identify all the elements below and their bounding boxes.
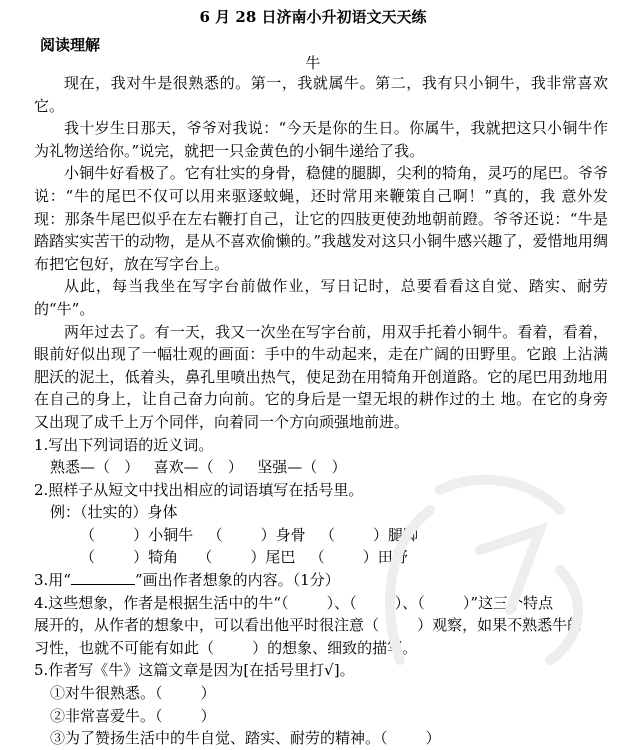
question-5-option-1: ①对牛很熟悉。（ ） (50, 684, 216, 703)
question-3 (34, 569, 608, 592)
section-heading: 阅读理解 (40, 36, 101, 54)
question-3-after: ”画出作者想象的内容。（1分） (134, 571, 340, 590)
reading-body (34, 72, 608, 750)
paragraph-1: 现在，我对牛是很熟悉的。第一，我就属牛。第二，我有只小铜牛，我非常喜欢它。 (34, 74, 608, 115)
question-5-prompt: 5.作者写《牛》这篇文章是因为[在括号里打√]。 (34, 661, 355, 680)
question-2-example: 例：（壮实的）身体 (50, 503, 178, 522)
question-2-row-1: （ ）小铜牛 （ ）身骨 （ ）腿脚 (80, 525, 419, 544)
question-5-option-2: ②非常喜爱牛。（ ） (50, 706, 216, 725)
question-4-line-1: 4.这些想象，作者是根据生活中的牛“（ ）、（ ）、（ ）”这三个特点 (34, 593, 554, 612)
underline-blank (71, 570, 135, 585)
question-3-before: 3.用“ (34, 571, 71, 590)
question-1-items: 熟悉—（ ） 喜欢—（ ） 坚强—（ ） (50, 458, 347, 477)
paragraph-2: 我十岁生日那天，爷爷对我说：“今天是你的生日。你属牛，我就把这只小铜牛作为礼物送给你。”说完，就把一只金黄色的小铜牛递给了我。 (34, 119, 608, 160)
question-4-line-3: 习性，也就不可能有如此（ ）的想象、细致的描写。 (34, 638, 418, 657)
story-title: 牛 (305, 54, 321, 72)
paragraph-3: 小铜牛好看极了。它有壮实的身骨，稳健的腿脚，尖利的犄角，灵巧的尾巴。爷爷说：“牛的尾巴不仅可以用来驱逐蚊蝇，还时常用来鞭策自己啊！”真的，我 意外发现：那条牛尾巴似乎在左右鞭打自己，让它的四肢更使劲地朝前蹬。爷爷还说：“牛是踏踏实实苦干的动物，是从不喜欢偷懒的。”我越发对这只小铜牛感兴趣了，爱惜地用绸布把它包好，放在写字台上。 (34, 164, 608, 273)
question-1-prompt: 1.写出下列词语的近义词。 (34, 435, 214, 454)
question-4-line-2: 展开的，从作者的想象中，可以看出他平时很注意（ ）观察，如果不熟悉牛的 (34, 616, 583, 635)
question-2-row-2: （ ）犄角 （ ）尾巴 （ ）田野 (80, 548, 408, 567)
paragraph-5: 两年过去了。有一天，我又一次坐在写字台前，用双手托着小铜牛。看着，看着，眼前好似出现了一幅壮观的画面：手中的牛动起来，走在广阔的田野里。它踉 上沾满肥沃的泥土，低着头，鼻孔里喷出热气，使足劲在用犄角开创道路。它的尾巴用劲地用在自己的身上，让自己奋力向前。它的身后是一望无垠的耕作过的土 地。在它的身旁又出现了成千上万个同伴，向着同一个方向顽强地前进。 (34, 322, 608, 431)
page-title: 6 月 28 日济南小升初语文天天练 (199, 8, 427, 26)
question-2-prompt: 2.照样子从短文中找出相应的词语填写在括号里。 (34, 480, 364, 499)
paragraph-4: 从此，每当我坐在写字台前做作业，写日记时，总要看看这自觉、踏实、耐劳的“牛”。 (34, 277, 608, 318)
question-5-option-3: ③为了赞扬生活中的牛自觉、踏实、耐劳的精神。（ ） (50, 729, 441, 748)
